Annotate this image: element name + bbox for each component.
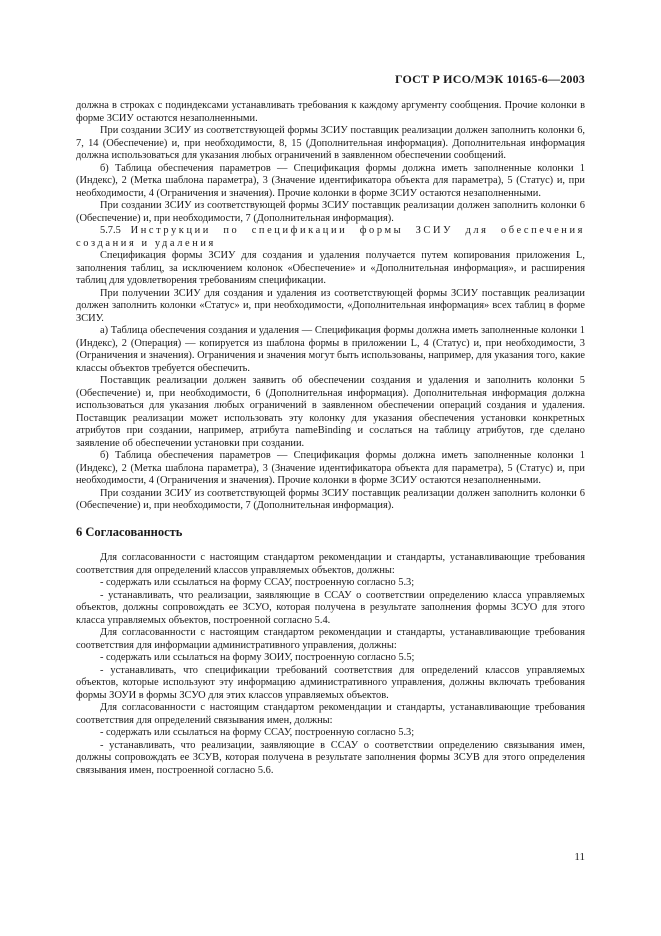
paragraph: а) Таблица обеспечения создания и удаления — Спецификация формы должна иметь заполненные колонки 1 (Индекс), 2 (Операция) — копируется из шаблона формы в приложении L, 4 (Статус) и, при необходимости, 3 (Ограничения и значения). Ограничения и значения могут быть использованы, например, для указания того, какие классы объектов требуется обеспечить. — [76, 325, 585, 374]
paragraph: При создании ЗСИУ из соответствующей формы ЗСИУ поставщик реализации должен заполнить колонки 6, 7, 14 (Обеспечение) и, при необходимости, 8, 15 (Дополнительная информация). Дополнительная информация должна использоваться для указания любых ограничений в заявленном обеспечении сообщений. — [76, 125, 585, 161]
paragraph: б) Таблица обеспечения параметров — Спецификация формы должна иметь заполненные колонки 1 (Индекс), 2 (Метка шаблона параметра), 3 (Значение идентификатора объекта для параметра), 5 (Статус) и, при необходимости, 4 (Ограничения и значения). Прочие колонки в форме ЗСИУ остаются незаполненными. — [76, 162, 585, 199]
paragraph: должна в строках с подиндексами устанавливать требования к каждому аргументу сообщения. Прочие колонки в форме ЗСИУ остаются незаполненными. — [76, 100, 585, 124]
paragraph: При создании ЗСИУ из соответствующей формы ЗСИУ поставщик реализации должен заполнить колонки 6 (Обеспечение) и, при необходимости, 7 (Дополнительная информация). — [76, 200, 585, 224]
section-heading-6: 6 Согласованность — [76, 524, 183, 539]
subsection-number: 5.7.5 — [100, 225, 121, 236]
paragraph: Для согласованности с настоящим стандартом рекомендации и стандарты, устанавливающие требования соответствия для определений связывания имен, должны: — [76, 702, 585, 726]
paragraph: При получении ЗСИУ для создания и удаления из соответствующей формы ЗСИУ поставщик реализации должен заполнить колонки «Статус» и, при необходимости, «Дополнительная информация» всех таблиц в форме ЗСИУ. — [76, 287, 585, 324]
paragraph: При создании ЗСИУ из соответствующей формы ЗСИУ поставщик реализации должен заполнить колонки 6 (Обеспечение) и, при необходимости, 7 (Дополнительная информация). — [76, 487, 585, 511]
list-item: - содержать или ссылаться на форму ЗОИУ, построенную согласно 5.5; — [100, 652, 415, 663]
subsection-heading-5-7-5 — [76, 225, 585, 250]
list-item: - устанавливать, что спецификации требований соответствия для определений классов управляемых объектов, которые используют эту информацию административного управления, должны включать требования формы ЗОУИ в формы ЗСУО для этих классов управляемых объектов. — [76, 664, 585, 701]
list-item: - содержать или ссылаться на форму ССАУ, построенную согласно 5.3; — [100, 727, 415, 738]
list-item: - устанавливать, что реализации, заявляющие в ССАУ о соответствии определению связывания имен, должны сопровождать ее ЗСУВ, которая получена в результате заполнения формы ЗСУВ для этого определения связывания имен, построенной согласно 5.6. — [76, 739, 585, 776]
paragraph: Спецификация формы ЗСИУ для создания и удаления получается путем копирования приложения L, заполнения таблиц, за исключением колонок «Обеспечение» и «Дополнительная информация», и расширения таблиц для удовлетворения требованиям спецификации. — [76, 250, 585, 286]
document-body — [76, 100, 585, 777]
list-item: - устанавливать, что реализации, заявляющие в ССАУ о соответствии определению класса управляемых объектов, должны сопровождать ее ЗСУО, которая получена в результате заполнения формы ЗСУО для этого класса управляемых объектов, построенной согласно 5.4. — [76, 589, 585, 626]
paragraph: Для согласованности с настоящим стандартом рекомендации и стандарты, устанавливающие требования соответствия для определений классов управляемых объектов, должны: — [76, 552, 585, 576]
subsection-title: Инструкции по спецификации формы ЗСИУ для обеспечения создания и удаления — [76, 225, 585, 249]
document-code-header: ГОСТ Р ИСО/МЭК 10165-6—2003 — [394, 72, 585, 86]
paragraph: Поставщик реализации должен заявить об обеспечении создания и удаления и заполнить колонки 5 (Обеспечение) и, при необходимости, 6 (Дополнительная информация). Дополнительная информация должна использоваться для указания любых ограничений в заявленном обеспечении операций создания и удаления. Поставщик реализации может использовать эту колонку для указания обеспечения установки конкретных атрибутов при создании, например, атрибута nameBinding и сослаться на таблицу атрибутов, где сделано заявление об обеспечении установки при создании. — [76, 375, 585, 449]
paragraph: Для согласованности с настоящим стандартом рекомендации и стандарты, устанавливающие требования соответствия для информации административного управления, должны: — [76, 627, 585, 651]
page-number: 11 — [574, 851, 585, 863]
list-item: - содержать или ссылаться на форму ССАУ, построенную согласно 5.3; — [100, 577, 415, 588]
paragraph: б) Таблица обеспечения параметров — Спецификация формы должна иметь заполненные колонки 1 (Индекс), 2 (Метка шаблона параметра), 3 (Значение идентификатора объекта для параметра), 5 (Статус) и, при необходимости, 4 (Ограничения и значения). Прочие колонки в форме ЗСИУ остаются незаполненными. — [76, 450, 585, 486]
